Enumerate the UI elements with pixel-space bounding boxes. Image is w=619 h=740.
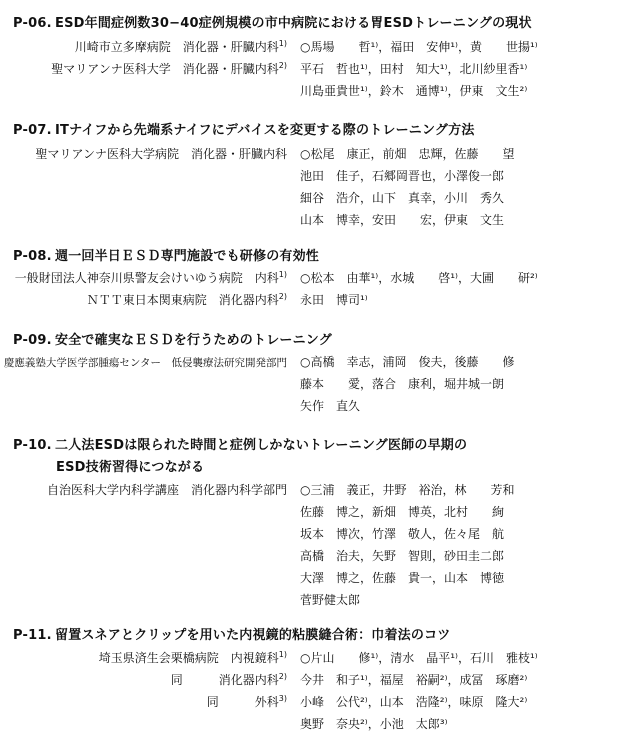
author-line: 大澤 博之，佐藤 貴一，山本 博徳 bbox=[300, 571, 505, 585]
entry-number: P-08. bbox=[13, 249, 52, 264]
author-line: 小峰 公代²⁾，山本 浩隆²⁾，味原 隆大²⁾ bbox=[300, 695, 528, 709]
affiliation: 聖マリアンナ医科大学病院 消化器・肝臓内科 bbox=[35, 147, 287, 161]
entry-number: P-07. bbox=[13, 123, 52, 138]
entry-title bbox=[13, 122, 475, 140]
author-line: 平石 哲也¹⁾，田村 知大¹⁾，北川紗里香¹⁾ bbox=[300, 62, 528, 76]
author-line: ○馬場 哲¹⁾，福田 安伸¹⁾，黄 世揚¹⁾ bbox=[300, 40, 538, 54]
author-line: 細谷 浩介，山下 真幸，小川 秀久 bbox=[300, 191, 505, 205]
affiliation: 同 外科$^{3)}$ bbox=[206, 694, 287, 709]
author-line: 池田 佳子，石郷岡晋也，小澤俊一郎 bbox=[300, 169, 505, 183]
author-line: 今井 和子¹⁾，福屋 裕嗣²⁾，成冨 琢磨²⁾ bbox=[300, 673, 528, 687]
title-text: 週一回半日ＥＳＤ専門施設でも研修の有効性 bbox=[55, 249, 320, 264]
author-line: ○高橋 幸志，浦岡 俊夫，後藤 修 bbox=[300, 355, 515, 369]
author-line: 高橋 治夫，矢野 智則，砂田圭二郎 bbox=[300, 549, 505, 563]
entry-number: P-06. bbox=[13, 16, 52, 31]
entry-title bbox=[13, 15, 532, 33]
author-line: 佐藤 博之，新畑 博英，北村 絢 bbox=[300, 505, 505, 519]
affiliation: 自治医科大学内科学講座 消化器内科学部門 bbox=[46, 483, 287, 497]
author-line: 矢作 直久 bbox=[300, 399, 361, 413]
author-line: 坂本 博次，竹澤 敬人，佐々尾 航 bbox=[300, 527, 505, 541]
entry-number: P-11. bbox=[13, 628, 52, 643]
entry-title bbox=[13, 627, 450, 645]
affiliation: 埼玉県済生会栗橋病院 内視鏡科$^{1)}$ bbox=[98, 650, 287, 665]
author-line: 菅野健太郎 bbox=[300, 593, 361, 607]
affiliation: ＮＴＴ東日本関東病院 消化器内科$^{2)}$ bbox=[86, 292, 287, 307]
entry-title bbox=[13, 248, 319, 266]
affiliation: 一般財団法人神奈川県警友会けいゆう病院 内科$^{1)}$ bbox=[14, 270, 287, 285]
author-line: 川島亜貴世¹⁾，鈴木 通博¹⁾，伊東 文生²⁾ bbox=[300, 84, 528, 98]
author-line: 藤本 愛，落合 康利，堀井城一朗 bbox=[300, 377, 505, 391]
entry-title bbox=[13, 332, 332, 350]
affiliation: 川崎市立多摩病院 消化器・肝臓内科$^{1)}$ bbox=[74, 39, 287, 54]
title-text: ESD年間症例数30−40症例規模の市中病院における胃ESDトレーニングの現状 bbox=[55, 16, 532, 31]
author-line: 奥野 奈央²⁾，小池 太郎³⁾ bbox=[300, 717, 448, 731]
title-text: 安全で確実なＥＳＤを行うためのトレーニング bbox=[55, 333, 332, 348]
author-line: ○三浦 義正，井野 裕治，林 芳和 bbox=[300, 483, 515, 497]
entry-number: P-10. bbox=[13, 438, 52, 453]
affiliation: 同 消化器内科$^{2)}$ bbox=[170, 672, 287, 687]
author-line: ○松本 由華¹⁾，水城 啓¹⁾，大圃 研²⁾ bbox=[300, 271, 538, 285]
entry-title bbox=[13, 437, 467, 455]
entry-title-continued: ESD技術習得につながる bbox=[56, 460, 205, 475]
title-text: 留置スネアとクリップを用いた内視鏡的粘膜縫合術：巾着法のコツ bbox=[55, 628, 451, 643]
title-text: 二人法ESDは限られた時間と症例しかないトレーニング医師の早期の bbox=[55, 438, 468, 453]
author-line: ○片山 修¹⁾，清水 晶平¹⁾，石川 雅枝¹⁾ bbox=[300, 651, 538, 665]
author-line: 永田 博司¹⁾ bbox=[300, 293, 368, 307]
author-line: ○松尾 康正，前畑 忠輝，佐藤 望 bbox=[300, 147, 515, 161]
title-text: ITナイフから先端系ナイフにデバイスを変更する際のトレーニング方法 bbox=[55, 123, 475, 138]
author-line: 山本 博幸，安田 宏，伊東 文生 bbox=[300, 213, 505, 227]
affiliation: 慶應義塾大学医学部腫瘍センター 低侵襲療法研究開発部門 bbox=[3, 357, 287, 369]
entry-number: P-09. bbox=[13, 333, 52, 348]
affiliation: 聖マリアンナ医科大学 消化器・肝臓内科$^{2)}$ bbox=[51, 61, 287, 76]
